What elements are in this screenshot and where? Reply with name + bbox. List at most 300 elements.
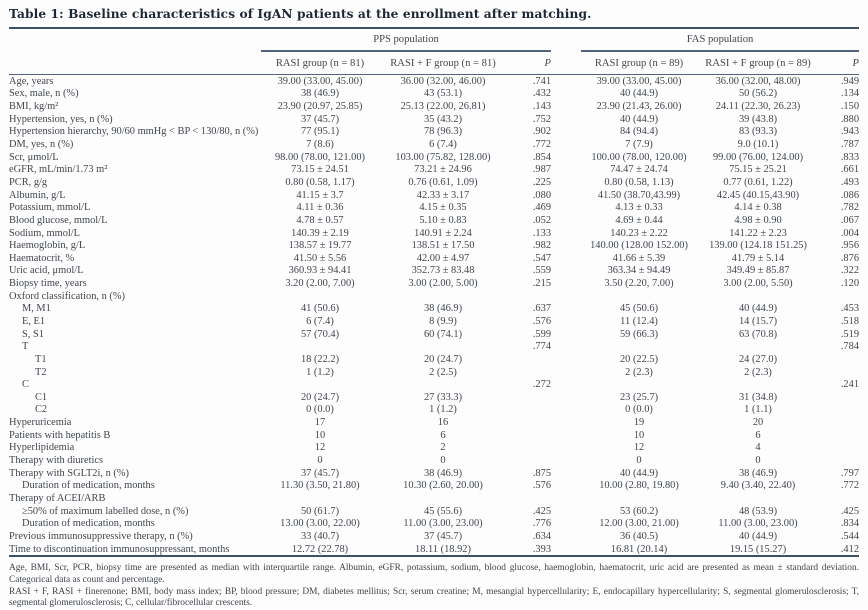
col-header-fas-rasi: RASI group (n = 89) (581, 51, 697, 75)
column-gap (551, 543, 581, 557)
row-label: Blood glucose, mmol/L (9, 214, 108, 226)
value-cell: 41.66 ± 5.39 (612, 252, 666, 264)
value-cell: 6 (755, 429, 761, 441)
value-cell: 1 (1.2) (306, 366, 334, 378)
value-cell: 3.00 (2.00, 5.50) (723, 278, 793, 290)
column-gap (551, 517, 581, 530)
value-cell: 50 (56.2) (738, 88, 778, 100)
value-cell: 20 (22.5) (619, 353, 659, 365)
table-row (9, 277, 859, 290)
value-cell: 138.57 ± 19.77 (288, 240, 352, 252)
row-label: Duration of medication, months (22, 480, 155, 492)
value-cell: 78 (96.3) (423, 126, 463, 138)
column-gap (551, 88, 581, 101)
p-value-cell: .544 (840, 530, 860, 542)
value-cell: 83 (93.3) (738, 126, 778, 138)
p-value-cell: .987 (532, 164, 552, 176)
column-gap (551, 505, 581, 518)
value-cell: 36 (40.5) (619, 530, 659, 542)
table-row (9, 113, 859, 126)
p-value-cell: .902 (532, 126, 552, 138)
p-value-cell (819, 442, 859, 455)
column-gap (551, 214, 581, 227)
p-value-cell (819, 416, 859, 429)
value-cell: 7 (7.9) (625, 139, 653, 151)
column-header-row (9, 51, 859, 75)
table-row (9, 404, 859, 417)
col-header-empty (9, 51, 261, 75)
p-value-cell: .272 (532, 379, 552, 391)
value-cell: 2 (2.3) (625, 366, 653, 378)
p-value-cell: .225 (532, 176, 552, 188)
value-cell: 17 (314, 417, 326, 429)
value-cell: 23 (25.7) (619, 391, 659, 403)
value-cell: 3.50 (2.20, 7.00) (604, 278, 674, 290)
row-label: Albumin, g/L (9, 189, 66, 201)
value-cell: 45 (50.6) (619, 303, 659, 315)
row-label: Patients with hepatitis B (9, 429, 111, 441)
value-cell: 37 (45.7) (423, 530, 463, 542)
column-gap (551, 113, 581, 126)
p-value-cell: .518 (840, 315, 860, 327)
value-cell (581, 340, 697, 353)
row-label: T2 (35, 366, 47, 378)
p-value-cell: .752 (532, 113, 552, 125)
p-value-cell: .772 (532, 139, 552, 151)
value-cell: 40 (44.9) (619, 113, 659, 125)
row-label: Hypertension, yes, n (%) (9, 113, 113, 125)
value-cell: 12.72 (22.78) (291, 543, 349, 555)
value-cell: 41.50 (38.70,43.99) (597, 189, 681, 201)
p-value-cell: .080 (532, 189, 552, 201)
column-gap (551, 378, 581, 391)
p-value-cell (507, 366, 551, 379)
row-label: E, E1 (22, 315, 46, 327)
row-label: Hyperlipidemia (9, 442, 75, 454)
table-row (9, 201, 859, 214)
value-cell: 7 (8.6) (306, 139, 334, 151)
value-cell: 0.77 (0.61, 1.22) (723, 176, 793, 188)
column-gap (551, 303, 581, 316)
row-label: Therapy with SGLT2i, n (%) (9, 467, 129, 479)
p-value-cell: .854 (532, 151, 552, 163)
row-label: Hyperuricemia (9, 417, 72, 429)
table-row (9, 265, 859, 278)
value-cell: 18 (22.2) (300, 353, 340, 365)
spanner-fas: FAS population (581, 28, 859, 51)
p-value-cell: .774 (532, 341, 552, 353)
table-row (9, 429, 859, 442)
column-gap (551, 265, 581, 278)
value-cell: 6 (7.4) (306, 315, 334, 327)
row-label: Haemoglobin, g/L (9, 240, 86, 252)
table-row (9, 303, 859, 316)
p-value-cell: .834 (840, 518, 860, 530)
value-cell: 33 (40.7) (300, 530, 340, 542)
value-cell: 39.00 (33.00, 45.00) (277, 75, 363, 87)
p-value-cell: .797 (840, 467, 860, 479)
p-value-cell: .956 (840, 240, 860, 252)
value-cell: 11.00 (3.00, 23.00) (718, 518, 798, 530)
p-value-cell (819, 290, 859, 303)
value-cell: 4 (755, 442, 761, 454)
footnote-methods: Age, BMI, Scr, PCR, biopsy time are presented as median with interquartile range. Albumin, eGFR, potassium, sodium, blood glucose, haemoglobin, haematocrit, uric acid are presented as mean ± standard deviation. Categorical data as count and percentage. (9, 563, 859, 585)
value-cell: 19 (633, 417, 645, 429)
row-label: PCR, g/g (9, 176, 48, 188)
col-header-pps-p: P (507, 51, 551, 75)
p-value-cell: .776 (532, 518, 552, 530)
value-cell: 0 (636, 455, 642, 467)
column-gap (551, 492, 581, 505)
value-cell: 0.76 (0.61, 1.09) (408, 176, 478, 188)
column-gap (551, 28, 581, 51)
value-cell: 138.51 ± 17.50 (411, 240, 475, 252)
table-row (9, 239, 859, 252)
value-cell: 103.00 (75.82, 128.00) (395, 151, 491, 163)
value-cell: 352.73 ± 83.48 (411, 265, 475, 277)
p-value-cell (507, 492, 551, 505)
p-value-cell: .880 (840, 113, 860, 125)
value-cell: 38 (46.9) (423, 303, 463, 315)
value-cell: 13.00 (3.00, 22.00) (280, 518, 360, 530)
value-cell: 12.00 (3.00, 21.00) (599, 518, 679, 530)
value-cell: 31 (34.8) (738, 391, 778, 403)
p-value-cell: .599 (532, 328, 552, 340)
p-value-cell (507, 391, 551, 404)
col-header-fas-rasif: RASI + F group (n = 89) (697, 51, 819, 75)
table-row (9, 505, 859, 518)
column-gap (551, 189, 581, 202)
p-value-cell: .425 (840, 505, 860, 517)
row-label: Oxford classification, n (%) (9, 290, 125, 302)
p-value-cell: .782 (840, 202, 860, 214)
p-value-cell (507, 416, 551, 429)
table-row (9, 543, 859, 557)
column-gap (551, 227, 581, 240)
value-cell: 10.30 (2.60, 20.00) (403, 480, 483, 492)
column-gap (551, 340, 581, 353)
baseline-characteristics-table (9, 27, 859, 557)
column-gap (551, 442, 581, 455)
column-gap (551, 163, 581, 176)
p-value-cell: .215 (532, 278, 552, 290)
value-cell: 2 (2.5) (429, 366, 457, 378)
p-value-cell: .432 (532, 88, 552, 100)
value-cell: 20 (24.7) (300, 391, 340, 403)
p-value-cell: .833 (840, 151, 860, 163)
value-cell: 2 (440, 442, 446, 454)
row-label: Sex, male, n (%) (9, 88, 79, 100)
table-row (9, 467, 859, 480)
table-row (9, 391, 859, 404)
value-cell: 43 (53.1) (423, 88, 463, 100)
table-row (9, 366, 859, 379)
p-value-cell (819, 454, 859, 467)
p-value-cell (507, 454, 551, 467)
table-row (9, 492, 859, 505)
value-cell: 50 (61.7) (300, 505, 340, 517)
row-label: eGFR, mL/min/1.73 m² (9, 164, 108, 176)
column-gap (551, 429, 581, 442)
value-cell: 3.00 (2.00, 5.00) (408, 278, 478, 290)
value-cell: 0.80 (0.58, 1.17) (285, 176, 355, 188)
value-cell: 40 (44.9) (619, 88, 659, 100)
table-row (9, 189, 859, 202)
value-cell (261, 340, 379, 353)
row-label: C2 (35, 404, 48, 416)
p-value-cell: .637 (532, 303, 552, 315)
value-cell (379, 340, 507, 353)
p-value-cell: .772 (840, 480, 860, 492)
table-row (9, 378, 859, 391)
table-row (9, 353, 859, 366)
column-gap (551, 416, 581, 429)
value-cell (581, 492, 697, 505)
row-label: Potassium, mmol/L (9, 202, 91, 214)
table-row (9, 163, 859, 176)
value-cell: 24 (27.0) (738, 353, 778, 365)
value-cell (581, 378, 697, 391)
p-value-cell: .559 (532, 265, 552, 277)
value-cell: 1 (1.1) (744, 404, 772, 416)
p-value-cell (507, 353, 551, 366)
row-label: Biopsy time, years (9, 278, 87, 290)
value-cell: 10 (633, 429, 645, 441)
table-row (9, 75, 859, 88)
value-cell: 38 (46.9) (300, 88, 340, 100)
p-value-cell: .469 (532, 202, 552, 214)
value-cell: 141.22 ± 2.23 (729, 227, 787, 239)
value-cell: 5.10 ± 0.83 (419, 214, 467, 226)
value-cell: 10.00 (2.80, 19.80) (599, 480, 679, 492)
row-label: Scr, μmol/L (9, 151, 59, 163)
value-cell: 57 (70.4) (300, 328, 340, 340)
p-value-cell: .004 (840, 227, 860, 239)
p-value-cell: .322 (840, 265, 860, 277)
row-label: Therapy of ACEI/ARB (9, 492, 106, 504)
row-label: ≥50% of maximum labelled dose, n (%) (22, 505, 189, 517)
row-label: Time to discontinuation immunosuppressant, months (9, 543, 230, 555)
column-gap (551, 75, 581, 88)
value-cell: 20 (752, 417, 764, 429)
value-cell: 4.15 ± 0.35 (419, 202, 467, 214)
value-cell: 42.45 (40.15,43.90) (716, 189, 800, 201)
value-cell: 36.00 (32.00, 46.00) (400, 75, 486, 87)
p-value-cell (819, 404, 859, 417)
p-value-cell: .052 (532, 214, 552, 226)
row-label: M, M1 (22, 303, 51, 315)
row-label: C1 (35, 391, 48, 403)
value-cell: 4.98 ± 0.90 (734, 214, 782, 226)
value-cell: 23.90 (21.43, 26.00) (596, 101, 682, 113)
column-gap (551, 252, 581, 265)
column-gap (551, 328, 581, 341)
value-cell: 39 (43.8) (738, 113, 778, 125)
value-cell: 139.00 (124.18 151.25) (709, 240, 807, 252)
value-cell: 4.13 ± 0.33 (615, 202, 663, 214)
p-value-cell (819, 391, 859, 404)
column-gap (551, 391, 581, 404)
value-cell: 0.80 (0.58, 1.13) (604, 176, 674, 188)
table-row (9, 151, 859, 164)
value-cell: 24.11 (22.30, 26.23) (715, 101, 801, 113)
value-cell: 0 (755, 455, 761, 467)
value-cell: 99.00 (76.00, 124.00) (712, 151, 804, 163)
value-cell: 77 (95.1) (300, 126, 340, 138)
value-cell: 75.15 ± 25.21 (729, 164, 787, 176)
p-value-cell: .875 (532, 467, 552, 479)
value-cell: 360.93 ± 94.41 (288, 265, 352, 277)
column-gap (551, 353, 581, 366)
column-gap (551, 277, 581, 290)
value-cell: 140.91 ± 2.24 (414, 227, 472, 239)
col-header-pps-rasif: RASI + F group (n = 81) (379, 51, 507, 75)
p-value-cell: .576 (532, 480, 552, 492)
column-gap (551, 530, 581, 543)
value-cell: 41.79 ± 5.14 (731, 252, 785, 264)
table-row (9, 88, 859, 101)
value-cell: 9.40 (3.40, 22.40) (720, 480, 796, 492)
value-cell: 98.00 (78.00, 121.00) (274, 151, 366, 163)
table-row (9, 340, 859, 353)
column-gap (551, 290, 581, 303)
value-cell: 16.81 (20.14) (610, 543, 668, 555)
column-gap (551, 100, 581, 113)
value-cell: 11.30 (3.50, 21.80) (280, 480, 360, 492)
row-label: Duration of medication, months (22, 518, 155, 530)
value-cell: 37 (45.7) (300, 113, 340, 125)
p-value-cell: .412 (840, 543, 860, 555)
table-rows (9, 75, 859, 557)
value-cell: 363.34 ± 94.49 (607, 265, 671, 277)
value-cell: 9.0 (10.1) (737, 139, 779, 151)
value-cell (697, 378, 819, 391)
p-value-cell: .393 (532, 543, 552, 555)
table-row (9, 227, 859, 240)
column-gap (551, 151, 581, 164)
table-row (9, 138, 859, 151)
column-gap (551, 366, 581, 379)
value-cell: 8 (9.9) (429, 315, 457, 327)
value-cell (379, 378, 507, 391)
value-cell: 20 (24.7) (423, 353, 463, 365)
value-cell (581, 290, 697, 303)
col-header-fas-p: P (819, 51, 859, 75)
value-cell: 2 (2.3) (744, 366, 772, 378)
value-cell: 40 (44.9) (738, 303, 778, 315)
value-cell (379, 492, 507, 505)
value-cell: 41 (50.6) (300, 303, 340, 315)
row-label: T1 (35, 353, 47, 365)
p-value-cell: .943 (840, 126, 860, 138)
row-label: Uric acid, μmol/L (9, 265, 84, 277)
value-cell: 25.13 (22.00, 26.81) (400, 101, 486, 113)
p-value-cell: .576 (532, 315, 552, 327)
row-label: T (22, 341, 29, 353)
row-label: Sodium, mmol/L (9, 227, 81, 239)
column-gap (551, 51, 581, 75)
value-cell: 12 (314, 442, 326, 454)
table-row (9, 252, 859, 265)
table-row (9, 315, 859, 328)
p-value-cell (507, 442, 551, 455)
value-cell: 4.14 ± 0.38 (734, 202, 782, 214)
table-row (9, 290, 859, 303)
value-cell (261, 378, 379, 391)
value-cell: 84 (94.4) (619, 126, 659, 138)
value-cell: 6 (440, 429, 446, 441)
p-value-cell: .143 (532, 101, 552, 113)
value-cell: 38 (46.9) (423, 467, 463, 479)
spanner-row (9, 28, 859, 51)
value-cell (261, 492, 379, 505)
table-row (9, 126, 859, 139)
value-cell: 6 (7.4) (429, 139, 457, 151)
table-row (9, 100, 859, 113)
column-gap (551, 315, 581, 328)
column-gap (551, 126, 581, 139)
value-cell: 42.00 ± 4.97 (416, 252, 470, 264)
column-gap (551, 138, 581, 151)
value-cell: 349.49 ± 85.87 (726, 265, 790, 277)
row-label: Therapy with diuretics (9, 455, 104, 467)
value-cell: 12 (633, 442, 645, 454)
p-value-cell: .453 (840, 303, 860, 315)
p-value-cell: .120 (840, 278, 860, 290)
table-row (9, 416, 859, 429)
value-cell: 74.47 ± 24.74 (610, 164, 668, 176)
value-cell: 11.00 (3.00, 23.00) (403, 518, 483, 530)
row-label: DM, yes, n (%) (9, 139, 74, 151)
value-cell (697, 290, 819, 303)
column-gap (551, 176, 581, 189)
value-cell: 14 (15.7) (738, 315, 778, 327)
value-cell: 73.21 ± 24.96 (414, 164, 472, 176)
column-gap (551, 201, 581, 214)
spanner-pps: PPS population (261, 28, 551, 51)
value-cell: 36.00 (32.00, 48.00) (715, 75, 801, 87)
table-footnotes (9, 563, 859, 609)
value-cell: 140.39 ± 2.19 (291, 227, 349, 239)
p-value-cell: .661 (840, 164, 860, 176)
table-row (9, 328, 859, 341)
value-cell: 4.78 ± 0.57 (296, 214, 344, 226)
value-cell: 37 (45.7) (300, 467, 340, 479)
column-gap (551, 404, 581, 417)
p-value-cell: .134 (840, 88, 860, 100)
value-cell: 140.23 ± 2.22 (610, 227, 668, 239)
value-cell (261, 290, 379, 303)
value-cell: 60 (74.1) (423, 328, 463, 340)
value-cell: 41.15 ± 3.7 (296, 189, 344, 201)
p-value-cell (507, 290, 551, 303)
value-cell: 41.50 ± 5.56 (293, 252, 347, 264)
row-label: C (22, 379, 29, 391)
p-value-cell (819, 353, 859, 366)
p-value-cell (507, 429, 551, 442)
p-value-cell: .241 (840, 379, 860, 391)
column-gap (551, 239, 581, 252)
p-value-cell (819, 492, 859, 505)
value-cell: 48 (53.9) (738, 505, 778, 517)
p-value-cell: .425 (532, 505, 552, 517)
p-value-cell: .519 (840, 328, 860, 340)
value-cell: 0 (440, 455, 446, 467)
row-label: Haematocrit, % (9, 252, 75, 264)
row-label: Age, years (9, 75, 54, 87)
value-cell (697, 340, 819, 353)
value-cell: 11 (12.4) (620, 315, 658, 327)
